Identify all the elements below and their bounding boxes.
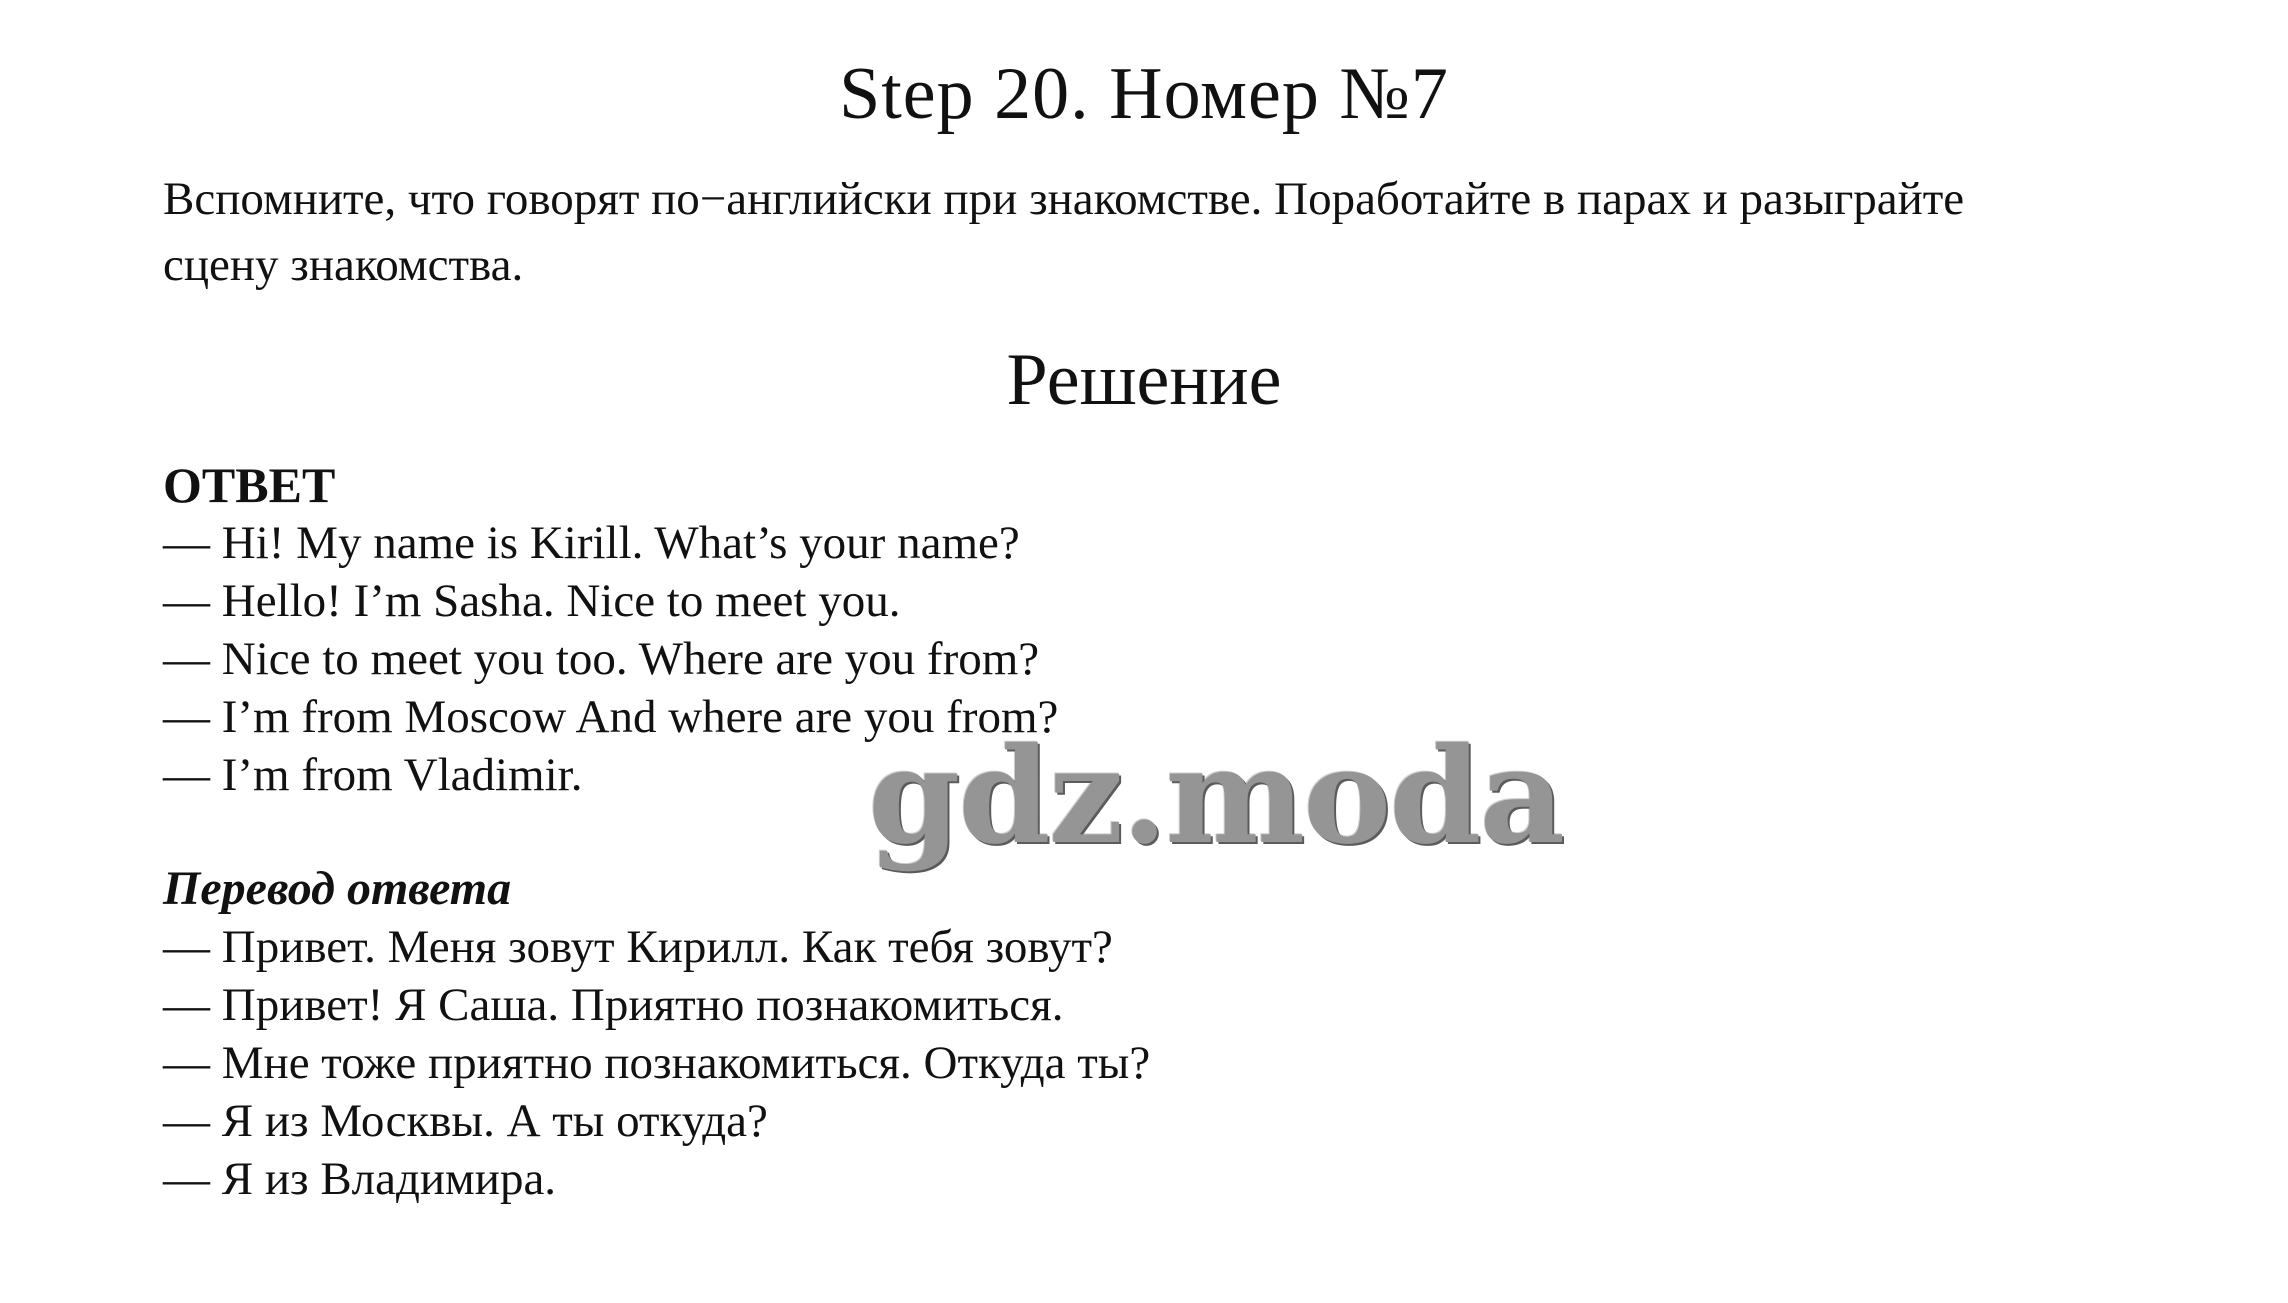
translation-label: Перевод ответа (163, 862, 512, 915)
page-title: Step 20. Номер №7 (839, 53, 1449, 135)
answer-label: ОТВЕТ (163, 457, 336, 513)
translation-block (163, 860, 1150, 1208)
task-text: Вспомните, что говорят по−английски при знакомстве. Поработайте в парах и разыграйте сцену знакомства. (163, 173, 1965, 291)
answer-line: — Nice to meet you too. Where are you from? (163, 633, 1040, 685)
answer-line: — Hello! I’m Sasha. Nice to meet you. (163, 575, 901, 627)
translation-line: — Я из Москвы. А ты откуда? (163, 1095, 768, 1147)
translation-line: — Мне тоже приятно познакомиться. Откуда ты? (163, 1037, 1151, 1089)
translation-line: — Привет! Я Саша. Приятно познакомиться. (163, 979, 1064, 1031)
watermark-logo: gdz.moda (868, 719, 1564, 874)
answer-line: — Hi! My name is Kirill. What’s your name? (163, 517, 1020, 569)
answer-line: — I’m from Vladimir. (163, 749, 583, 801)
answer-line: — I’m from Moscow And where are you from? (163, 691, 1059, 743)
translation-line: — Я из Владимира. (163, 1153, 557, 1205)
translation-line: — Привет. Меня зовут Кирилл. Как тебя зовут? (163, 921, 1113, 973)
solution-heading: Решение (1006, 339, 1282, 421)
